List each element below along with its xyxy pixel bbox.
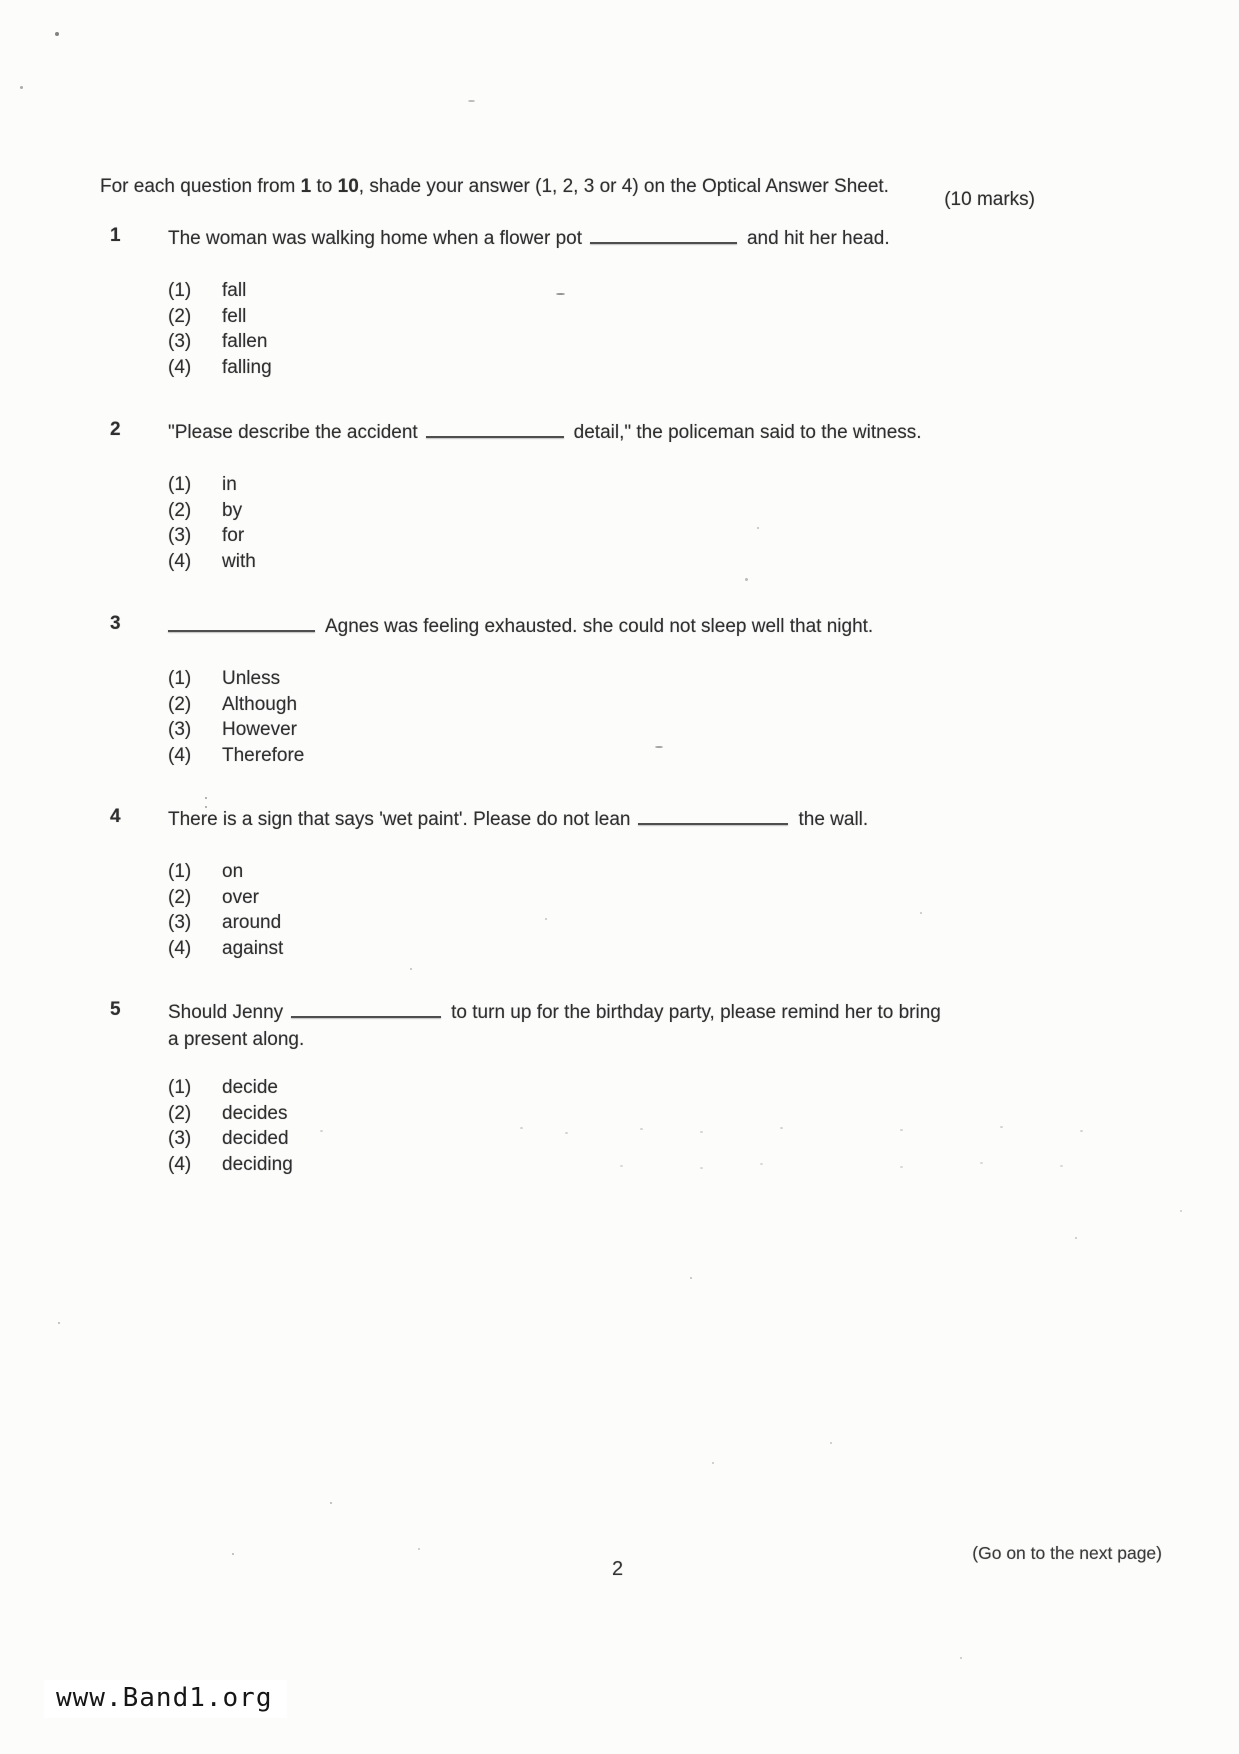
option-text: with (222, 550, 256, 572)
question-body (168, 999, 1070, 1177)
option-row (168, 743, 1070, 769)
scan-speckle (1060, 1165, 1063, 1167)
instructions-text: For each question from (100, 176, 301, 197)
question-text (168, 806, 1070, 833)
marks-label: (10 marks) (944, 189, 1035, 210)
options-list (168, 859, 1070, 961)
question-4 (110, 806, 1070, 961)
option-row (168, 1152, 1070, 1178)
scan-speckle (620, 1165, 623, 1167)
scan-speckle (205, 797, 207, 799)
question-number: 3 (110, 613, 121, 634)
question-1 (110, 225, 1070, 380)
option-label: (1) (168, 474, 192, 495)
option-label: (4) (168, 744, 192, 766)
option-label: (3) (168, 912, 192, 933)
scan-speckle (320, 1130, 323, 1132)
option-label: (1) (168, 280, 192, 301)
option-row (168, 1075, 1070, 1101)
instructions-text: to (311, 176, 338, 197)
option-text: by (222, 499, 243, 521)
option-row (168, 692, 1070, 718)
option-text: fallen (222, 331, 268, 352)
scan-speckle (900, 1129, 903, 1131)
question-number: 1 (110, 225, 121, 246)
option-label: (4) (168, 1153, 192, 1175)
option-label: (4) (168, 937, 192, 959)
answer-blank (590, 241, 737, 244)
scan-speckle (640, 1128, 643, 1130)
option-label: (2) (168, 886, 192, 908)
option-label: (4) (168, 550, 192, 572)
question-text-after: and hit her head. (746, 228, 890, 249)
scan-speckle (690, 1277, 692, 1279)
option-text: decided (222, 1128, 289, 1149)
option-row (168, 523, 1070, 549)
scan-speckle (655, 746, 663, 748)
option-text: falling (222, 356, 272, 378)
instructions-text: , shade your answer (1, 2, 3 or 4) on the Optical Answer Sheet. (358, 176, 889, 197)
scan-speckle (205, 806, 207, 808)
option-text: Therefore (222, 744, 305, 766)
option-text: fell (222, 305, 247, 327)
option-label: (2) (168, 499, 192, 521)
question-number: 5 (110, 999, 121, 1020)
scan-speckle (1075, 1237, 1077, 1239)
scan-speckle (55, 32, 59, 36)
options-list (168, 666, 1070, 768)
option-row (168, 936, 1070, 962)
scan-speckle (830, 1442, 832, 1444)
scan-speckle (556, 293, 565, 295)
question-text-after: to turn up for the birthday party, please remind her to bring (451, 1002, 941, 1023)
answer-blank (638, 822, 788, 825)
scan-speckle (700, 1167, 703, 1169)
option-text: Although (222, 693, 298, 715)
scan-speckle (520, 1127, 523, 1129)
scan-speckle (745, 578, 748, 581)
question-body (168, 613, 1070, 768)
option-row (168, 472, 1070, 498)
option-text: in (222, 474, 237, 495)
scan-speckle (712, 1462, 714, 1464)
question-text (168, 613, 1070, 640)
scan-speckle (418, 1548, 420, 1550)
scan-speckle (760, 1163, 763, 1165)
scan-speckle (468, 100, 475, 102)
scan-speckle (920, 912, 922, 914)
option-row (168, 910, 1070, 936)
option-label: (3) (168, 719, 192, 740)
watermark: www.Band1.org (44, 1680, 287, 1718)
answer-blank (291, 1015, 441, 1018)
instructions-bold-end: 10 (337, 176, 359, 197)
option-text: for (222, 525, 245, 546)
question-5 (110, 999, 1070, 1177)
question-2 (110, 419, 1070, 574)
option-text: decide (222, 1077, 278, 1098)
option-label: (2) (168, 305, 192, 327)
option-row (168, 329, 1070, 355)
scan-speckle (1000, 1126, 1003, 1128)
question-text-before: Should Jenny (168, 1002, 284, 1023)
option-row (168, 1126, 1070, 1152)
option-text: on (222, 861, 244, 882)
question-body (168, 806, 1070, 961)
scan-speckle (545, 918, 547, 920)
question-text-before: There is a sign that says 'wet paint'. Please do not lean (168, 809, 631, 830)
question-text-before: The woman was walking home when a flower pot (168, 228, 582, 249)
option-label: (4) (168, 356, 192, 378)
scan-speckle (58, 1322, 60, 1324)
question-3 (110, 613, 1070, 768)
scan-speckle (1080, 1130, 1083, 1132)
question-body (168, 225, 1070, 380)
question-number: 2 (110, 419, 121, 440)
page-number: 2 (612, 1558, 624, 1580)
option-text: deciding (222, 1153, 293, 1175)
scan-speckle (845, 630, 847, 632)
option-label: (2) (168, 693, 192, 715)
option-row (168, 717, 1070, 743)
scan-speckle (565, 1132, 568, 1134)
option-label: (3) (168, 1128, 192, 1149)
option-label: (1) (168, 1077, 192, 1098)
scan-speckle (1180, 1210, 1182, 1212)
instructions-bold-start: 1 (300, 176, 312, 197)
scan-speckle (900, 1166, 903, 1168)
question-text (168, 225, 1070, 252)
question-text-after: detail," the policeman said to the witness. (573, 422, 922, 443)
answer-blank (426, 435, 564, 438)
option-row (168, 498, 1070, 524)
scan-speckle (232, 1553, 234, 1555)
option-text: over (222, 886, 259, 908)
option-row (168, 666, 1070, 692)
question-number: 4 (110, 806, 121, 827)
option-row (168, 885, 1070, 911)
options-list (168, 1075, 1070, 1177)
question-text-before: "Please describe the accident (168, 422, 418, 443)
question-body (168, 419, 1070, 574)
scan-speckle (757, 527, 759, 529)
question-text-after: Agnes was feeling exhausted. she could not sleep well that night. (325, 616, 874, 637)
option-label: (1) (168, 668, 192, 689)
answer-blank (168, 629, 315, 632)
scan-speckle (410, 968, 412, 970)
options-list (168, 472, 1070, 574)
scan-speckle (780, 1127, 783, 1129)
option-label: (2) (168, 1102, 192, 1124)
option-row (168, 304, 1070, 330)
option-text: around (222, 912, 282, 933)
option-row (168, 355, 1070, 381)
option-text: fall (222, 280, 247, 301)
option-text: However (222, 719, 297, 740)
scan-speckle (700, 1131, 703, 1133)
question-text-line2: a present along. (168, 1029, 305, 1050)
question-text (168, 999, 1070, 1053)
scan-speckle (20, 86, 23, 89)
option-row (168, 278, 1070, 304)
option-row (168, 1101, 1070, 1127)
option-row (168, 859, 1070, 885)
option-label: (3) (168, 525, 192, 546)
question-text-after: the wall. (798, 809, 869, 830)
scan-speckle (960, 1657, 962, 1659)
scan-speckle (980, 1162, 983, 1164)
scan-speckle (330, 1502, 332, 1504)
option-label: (1) (168, 861, 192, 882)
option-row (168, 549, 1070, 575)
option-text: decides (222, 1102, 288, 1124)
option-text: against (222, 937, 284, 959)
option-text: Unless (222, 668, 281, 689)
options-list (168, 278, 1070, 380)
question-text (168, 419, 1070, 446)
option-label: (3) (168, 331, 192, 352)
go-to-next-page-note: (Go on to the next page) (972, 1543, 1162, 1563)
